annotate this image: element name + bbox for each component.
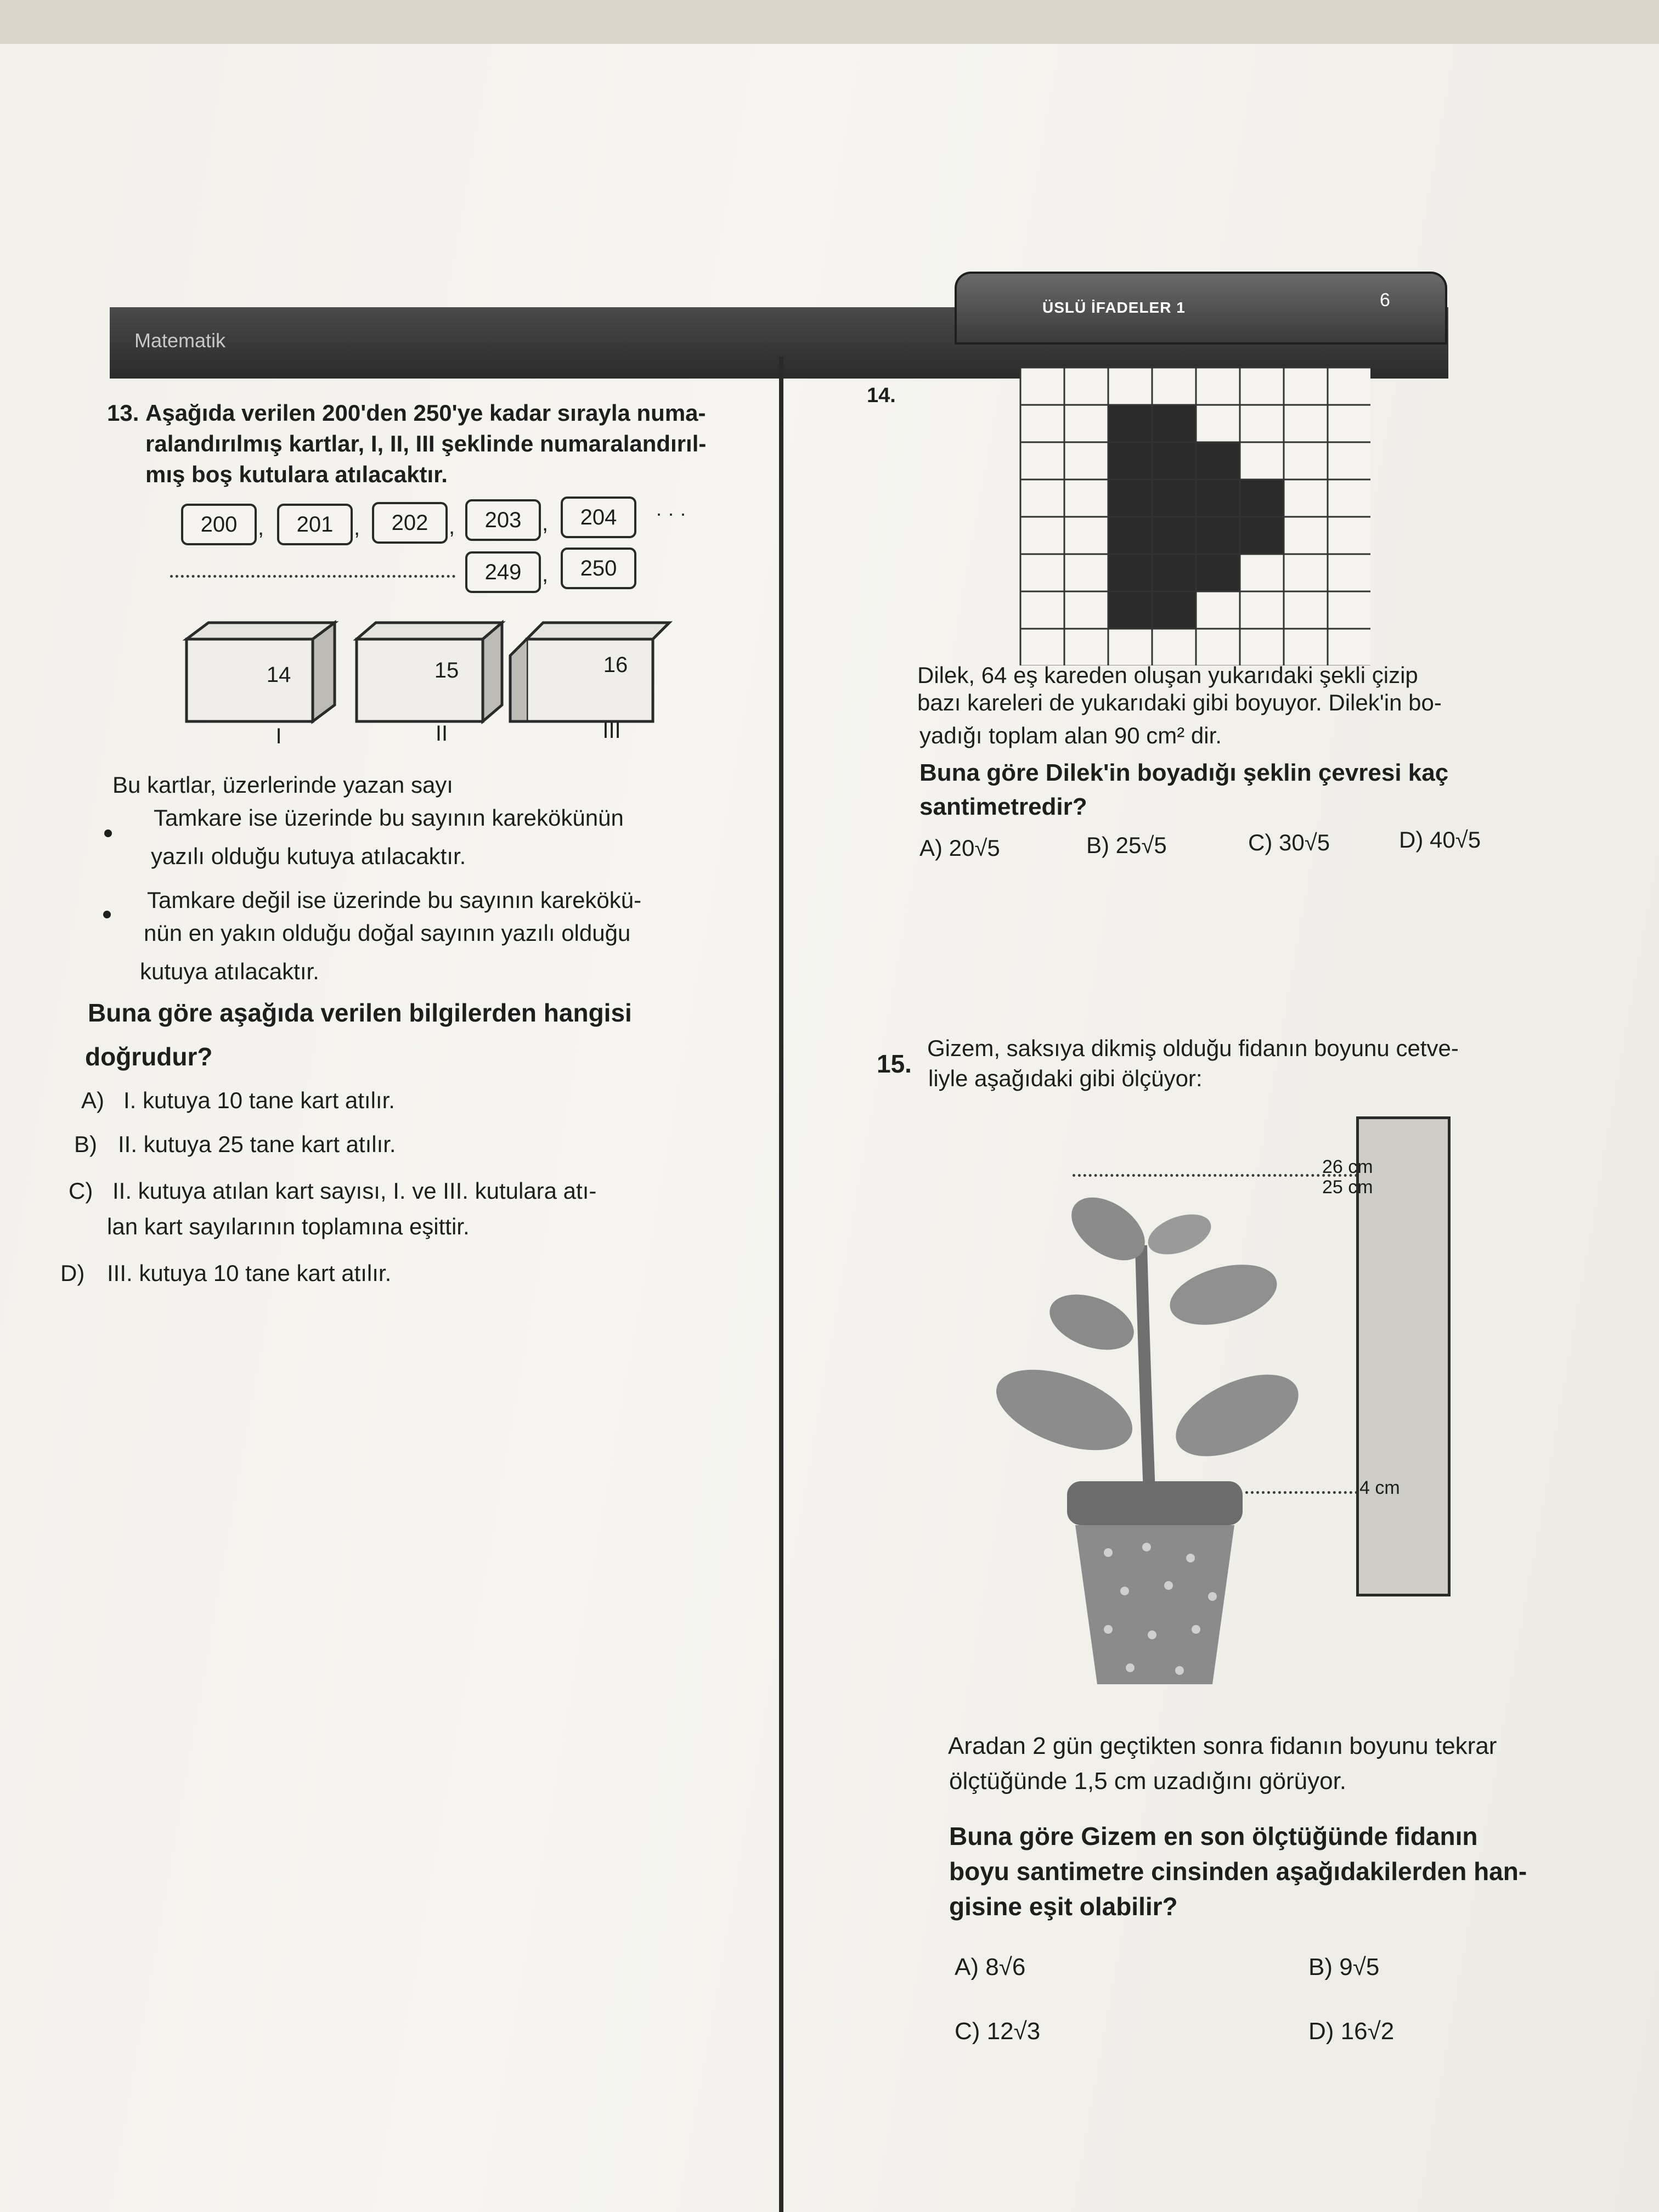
q13-intro-line2: ralandırılmış kartlar, I, II, III şeklinde numaralandırıl- xyxy=(145,431,707,456)
q15-question-line1: Buna göre Gizem en son ölçtüğünde fidanın xyxy=(949,1822,1478,1850)
grid-cell xyxy=(1284,591,1328,629)
grid-cell xyxy=(1240,405,1284,442)
grid-cell xyxy=(1240,591,1284,629)
grid-cell-shaded xyxy=(1152,442,1196,479)
card: 201 xyxy=(277,504,353,545)
q14-option-c: C) 30√5 xyxy=(1248,830,1330,855)
grid-cell xyxy=(1284,442,1328,479)
q15-body-line2: ölçtüğünde 1,5 cm uzadığını görüyor. xyxy=(949,1768,1347,1795)
bullet xyxy=(103,911,111,918)
q15-number: 15. xyxy=(877,1049,912,1078)
grid-cell xyxy=(1196,591,1240,629)
grid-cell-shaded xyxy=(1152,591,1196,629)
q14-option-a: A) 20√5 xyxy=(919,835,1000,861)
grid-cell xyxy=(1064,368,1108,405)
grid-cell xyxy=(1108,368,1152,405)
q13-rule-intro: Bu kartlar, üzerlerinde yazan sayı xyxy=(112,772,453,798)
card: 203 xyxy=(465,499,541,541)
grid-cell xyxy=(1328,442,1370,479)
grid-cell-shaded xyxy=(1240,517,1284,554)
grid-cell xyxy=(1064,442,1108,479)
q15-body-line1: Aradan 2 gün geçtikten sonra fidanın boyunu tekrar xyxy=(948,1733,1497,1759)
card: 249 xyxy=(465,551,541,593)
q13-option-c-line2: lan kart sayılarının toplamına eşittir. xyxy=(107,1214,470,1239)
q13-number: 13. xyxy=(107,400,139,426)
card: 200 xyxy=(181,504,257,545)
card: 202 xyxy=(372,502,448,544)
grid-cell xyxy=(1284,479,1328,517)
card: 250 xyxy=(561,548,636,589)
q13-option-a: I. kutuya 10 tane kart atılır. xyxy=(123,1087,395,1113)
grid-cell xyxy=(1284,554,1328,591)
q14-number: 14. xyxy=(867,384,896,407)
grid-cell xyxy=(1240,554,1284,591)
q15-option-a: A) 8√6 xyxy=(955,1954,1026,1980)
grid-cell xyxy=(1328,517,1370,554)
column-divider xyxy=(779,357,783,2212)
q13-option-c-line1: II. kutuya atılan kart sayısı, I. ve III. kutulara atı- xyxy=(112,1178,597,1204)
grid-cell-shaded xyxy=(1108,442,1152,479)
grid-cell xyxy=(1064,591,1108,629)
grid-cell xyxy=(1196,405,1240,442)
card: 204 xyxy=(561,496,636,538)
bullet xyxy=(104,830,112,837)
grid-cell-shaded xyxy=(1108,479,1152,517)
grid-cell xyxy=(1020,554,1064,591)
q14-body-line1: Dilek, 64 eş kareden oluşan yukarıdaki şekli çizip xyxy=(917,662,1418,688)
grid-cell-shaded xyxy=(1108,554,1152,591)
grid-cell xyxy=(1328,591,1370,629)
grid-cell-shaded xyxy=(1152,554,1196,591)
q14-body-line3: yadığı toplam alan 90 cm² dir. xyxy=(919,723,1222,748)
grid-cell xyxy=(1196,368,1240,405)
grid-cell-shaded xyxy=(1108,591,1152,629)
q14-question-line1: Buna göre Dilek'in boyadığı şeklin çevresi kaç xyxy=(919,759,1449,786)
grid-cell-shaded xyxy=(1196,517,1240,554)
q15-option-b: B) 9√5 xyxy=(1308,1954,1380,1980)
grid-cell xyxy=(1020,591,1064,629)
grid-cell xyxy=(1020,368,1064,405)
unit-tab xyxy=(955,272,1447,345)
grid-cell-shaded xyxy=(1240,479,1284,517)
q14-square-grid xyxy=(1019,366,1370,665)
unit-title: ÜSLÜ İFADELER 1 xyxy=(1042,299,1186,316)
q15-option-c: C) 12√3 xyxy=(955,2018,1041,2045)
q14-body-line2: bazı kareleri de yukarıdaki gibi boyuyor. Dilek'in bo- xyxy=(917,690,1442,715)
grid-cell xyxy=(1020,479,1064,517)
q15-intro-line2: liyle aşağıdaki gibi ölçüyor: xyxy=(928,1065,1203,1091)
q13-option-c-key: C) xyxy=(69,1178,93,1204)
grid-cell xyxy=(1284,368,1328,405)
q14-question-line2: santimetredir? xyxy=(919,793,1087,820)
grid-cell-shaded xyxy=(1152,405,1196,442)
ruler-label-26: 26 cm xyxy=(1322,1156,1373,1177)
grid-cell-shaded xyxy=(1108,517,1152,554)
q13-question-line1: Buna göre aşağıda verilen bilgilerden hangisi xyxy=(88,998,632,1027)
q13-option-a-key: A) xyxy=(81,1087,104,1113)
grid-cell-shaded xyxy=(1196,554,1240,591)
q15-option-d: D) 16√2 xyxy=(1308,2018,1395,2045)
box-roman: III xyxy=(602,719,621,743)
q13-rule2-line1: Tamkare değil ise üzerinde bu sayının karekökü- xyxy=(147,887,642,913)
q13-option-b: II. kutuya 25 tane kart atılır. xyxy=(118,1131,396,1157)
grid-cell xyxy=(1240,442,1284,479)
q13-rule2-line2: nün en yakın olduğu doğal sayının yazılı olduğu xyxy=(144,920,631,946)
grid-cell xyxy=(1152,368,1196,405)
q13-intro-line3: mış boş kutulara atılacaktır. xyxy=(145,461,448,487)
q15-question-line2: boyu santimetre cinsinden aşağıdakilerden han- xyxy=(949,1857,1527,1886)
grid-cell xyxy=(1240,368,1284,405)
box-label: 14 xyxy=(266,663,291,687)
box-roman: II xyxy=(435,721,448,746)
grid-cell xyxy=(1020,405,1064,442)
q15-intro-line1: Gizem, saksıya dikmiş olduğu fidanın boyunu cetve- xyxy=(927,1035,1459,1061)
potted-plant-illustration xyxy=(988,1169,1339,1695)
grid-cell-shaded xyxy=(1196,442,1240,479)
q15-question-line3: gisine eşit olabilir? xyxy=(949,1892,1178,1921)
q13-rule1-line1: Tamkare ise üzerinde bu sayının karekökünün xyxy=(154,805,624,831)
box-label: 16 xyxy=(603,653,628,677)
q13-rule1-line2: yazılı olduğu kutuya atılacaktır. xyxy=(151,843,466,869)
ruler-label-25: 25 cm xyxy=(1322,1177,1373,1198)
grid-cell-shaded xyxy=(1152,517,1196,554)
card-sequence-dots xyxy=(170,575,455,578)
grid-cell xyxy=(1284,405,1328,442)
q13-option-d-key: D) xyxy=(60,1260,85,1286)
q13-question-line2: doğrudur? xyxy=(85,1042,213,1071)
grid-cell xyxy=(1328,554,1370,591)
grid-cell xyxy=(1328,479,1370,517)
grid-cell xyxy=(1020,517,1064,554)
subject-label: Matematik xyxy=(134,329,226,352)
grid-cell xyxy=(1020,442,1064,479)
grid-cell xyxy=(1064,517,1108,554)
q14-option-d: D) 40√5 xyxy=(1399,827,1481,853)
grid-cell-shaded xyxy=(1108,405,1152,442)
grid-cell-shaded xyxy=(1152,479,1196,517)
grid-cell-shaded xyxy=(1196,479,1240,517)
grid-cell xyxy=(1064,405,1108,442)
box-roman: I xyxy=(275,724,282,748)
grid-cell xyxy=(1328,405,1370,442)
grid-cell xyxy=(1284,517,1328,554)
grid-cell xyxy=(1328,368,1370,405)
ruler-label-4: 4 cm xyxy=(1359,1477,1400,1498)
q14-option-b: B) 25√5 xyxy=(1086,832,1167,858)
q13-option-b-key: B) xyxy=(74,1131,97,1157)
card-ellipsis: · · · xyxy=(656,502,686,524)
q13-option-d: III. kutuya 10 tane kart atılır. xyxy=(107,1260,392,1286)
grid-cell xyxy=(1064,554,1108,591)
box-label: 15 xyxy=(434,658,459,682)
grid-cell xyxy=(1064,479,1108,517)
q13-intro-line1: Aşağıda verilen 200'den 250'ye kadar sırayla numa- xyxy=(145,400,706,426)
page-number: 6 xyxy=(1380,290,1390,311)
q13-rule2-line3: kutuya atılacaktır. xyxy=(140,958,319,984)
